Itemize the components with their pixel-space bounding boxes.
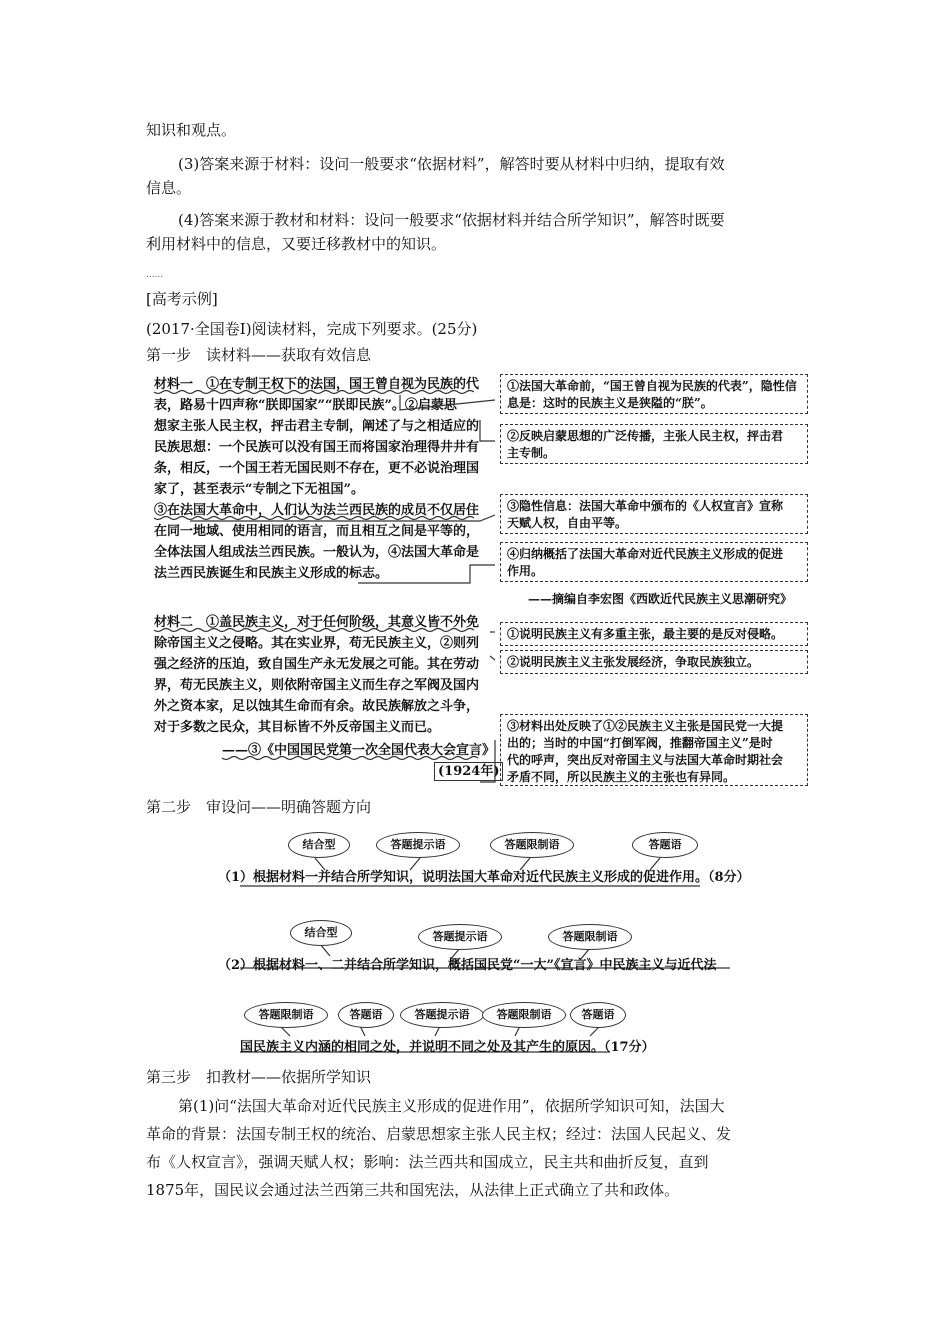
material1-source: ——摘编自李宏图《西欧近代民族主义思潮研究》 xyxy=(528,592,793,606)
step3-heading: 第三步 扣教材——依据所学知识 xyxy=(146,1068,372,1086)
step3-line-3: 布《人权宣言》，强调天赋人权；影响：法兰西共和国成立，民主共和曲折反复，直到 xyxy=(146,1153,709,1171)
note-text: 代的呼声，突出反对帝国主义与法国大革命时期社会 xyxy=(507,753,784,767)
step2-heading: 第二步 审设问——明确答题方向 xyxy=(146,798,372,816)
bubble-answer: 答题语 xyxy=(632,832,698,858)
wavy-underline xyxy=(154,391,474,394)
bubble-limit: 答题限制语 xyxy=(548,924,632,950)
bubble-limit: 答题限制语 xyxy=(244,1002,328,1028)
question2-line-1: （2）根据材料一、二并结合所学知识，概括国民党“一大”《宣言》中民族主义与近代法 xyxy=(218,958,717,973)
material2-line-4: 界，苟无民族主义，则依附帝国主义而生存之军阀及国内 xyxy=(154,678,480,693)
connector-arrow xyxy=(490,656,495,660)
material1-line-5: 条，相反，一个国王若无国民则不存在，更不必说治理国 xyxy=(154,461,480,476)
note-text: ①说明民族主义有多重主张，最主要的是反对侵略。 xyxy=(507,627,784,641)
material1-line-9: 全体法国人组成法兰西民族。一般认为，④法国大革命是 xyxy=(154,545,480,560)
intro-line-2: (3)答案来源于材料：设问一般要求“依据材料”，解答时要从材料中归纳，提取有效 xyxy=(178,155,725,173)
material2-line-6: 对于多数之民众，其目标皆不外反帝国主义而已。 xyxy=(154,720,441,735)
bubble-prompt: 答题提示语 xyxy=(400,1002,484,1028)
bubble-answer: 答题语 xyxy=(570,1002,626,1028)
material1-line-6: 家了，甚至表示“专制之下无祖国”。 xyxy=(154,482,364,497)
separator-dots: ...... xyxy=(146,270,164,280)
material1-line-7: ③在法国大革命中，人们认为法兰西民族的成员不仅居住 xyxy=(154,503,480,518)
note-text: ①法国大革命前，“国王曾自视为民族的代表”，隐性信 xyxy=(507,379,797,393)
material1-line-8: 在同一地域、使用相同的语言，而且相互之间是平等的， xyxy=(154,524,480,539)
note-text: ④归纳概括了法国大革命对近代民族主义形成的促进 xyxy=(507,547,784,561)
material2-line-2: 除帝国主义之侵略。其在实业界，苟无民族主义，②则列 xyxy=(154,636,480,651)
bubble-combination: 结合型 xyxy=(290,920,352,946)
connector-arrow xyxy=(480,420,495,441)
material2-line-5: 外之资本家，足以蚀其生命而有余。故民族解放之斗争， xyxy=(154,699,480,714)
intro-line-5: 利用材料中的信息，又要迁移教材中的知识。 xyxy=(146,235,447,253)
question2-line-2: 国民族主义内涵的相同之处，并说明不同之处及其产生的原因。（17分） xyxy=(240,1040,655,1055)
question1-text: （1）根据材料一并结合所学知识，说明法国大革命对近代民族主义形成的促进作用。（8分） xyxy=(218,870,750,885)
material2-source: ——③《中国国民党第一次全国代表大会宣言》 xyxy=(222,743,496,758)
example-label: [高考示例] xyxy=(146,290,218,308)
note-text: ②说明民族主义主张发展经济，争取民族独立。 xyxy=(507,655,760,669)
material1-line-1: 材料一 ①在专制王权下的法国，国王曾自视为民族的代 xyxy=(154,377,480,392)
note-text: ③隐性信息：法国大革命中颁布的《人权宣言》宣称 xyxy=(507,499,784,513)
exam-title: (2017·全国卷Ⅰ)阅读材料，完成下列要求。(25分) xyxy=(146,320,478,338)
note-text: 息是：这时的民族主义是狭隘的“朕”。 xyxy=(507,396,713,410)
material2-line-3: 强之经济的压迫，致自国生产永无发展之可能。其在劳动 xyxy=(154,657,480,672)
connector-arrow xyxy=(400,395,495,410)
material1-line-3: 想家主张人民主权，抨击君主专制，阐述了与之相适应的 xyxy=(154,419,480,434)
bubble-combination: 结合型 xyxy=(288,832,350,858)
note-text: 天赋人权，自由平等。 xyxy=(507,516,628,530)
note-text: 作用。 xyxy=(507,564,544,578)
step3-line-1: 第(1)问“法国大革命对近代民族主义形成的促进作用”，依据所学知识可知，法国大 xyxy=(178,1097,725,1115)
connector-arrow xyxy=(480,740,495,782)
intro-line-3: 信息。 xyxy=(146,179,192,197)
material1-line-2: 表，路易十四声称“朕即国家”“朕即民族”。②启蒙思 xyxy=(154,398,457,413)
wavy-underline xyxy=(222,757,478,760)
note-text: ②反映启蒙思想的广泛传播，主张人民主权，抨击君 xyxy=(507,429,784,443)
intro-line-4: (4)答案来源于教材和材料：设问一般要求“依据材料并结合所学知识”，解答时既要 xyxy=(178,211,725,229)
bubble-limit: 答题限制语 xyxy=(482,1002,566,1028)
intro-line-1: 知识和观点。 xyxy=(146,121,237,139)
wavy-underline xyxy=(154,629,474,632)
material1-line-4: 民族思想：一个民族可以没有国王而将国家治理得井井有 xyxy=(154,440,480,455)
material2-year: (1924年) xyxy=(434,762,503,781)
bubble-prompt: 答题提示语 xyxy=(418,924,502,950)
bubble-limit: 答题限制语 xyxy=(490,832,574,858)
note-text: 矛盾不同，所以民族主义的主张也有异同。 xyxy=(507,770,736,784)
wavy-underline xyxy=(154,517,474,520)
step1-heading: 第一步 读材料——获取有效信息 xyxy=(146,346,372,364)
bubble-prompt: 答题提示语 xyxy=(376,832,460,858)
material1-line-10: 法兰西民族诞生和民族主义形成的标志。 xyxy=(154,566,389,581)
step3-line-4: 1875年，国民议会通过法兰西第三共和国宪法，从法律上正式确立了共和政体。 xyxy=(146,1181,680,1199)
note-text: ③材料出处反映了①②民族主义主张是国民党一大提 xyxy=(507,719,784,733)
bubble-answer: 答题语 xyxy=(338,1002,394,1028)
note-text: 主专制。 xyxy=(507,446,556,460)
connector-arrow xyxy=(358,565,495,583)
step3-line-2: 革命的背景：法国专制王权的统治、启蒙思想家主张人民主权；经过：法国人民起义、发 xyxy=(146,1125,732,1143)
note-text: 出的；当时的中国“打倒军阀，推翻帝国主义”是时 xyxy=(507,736,773,750)
material2-line-1: 材料二 ①盖民族主义，对于任何阶级，其意义皆不外免 xyxy=(154,615,480,630)
